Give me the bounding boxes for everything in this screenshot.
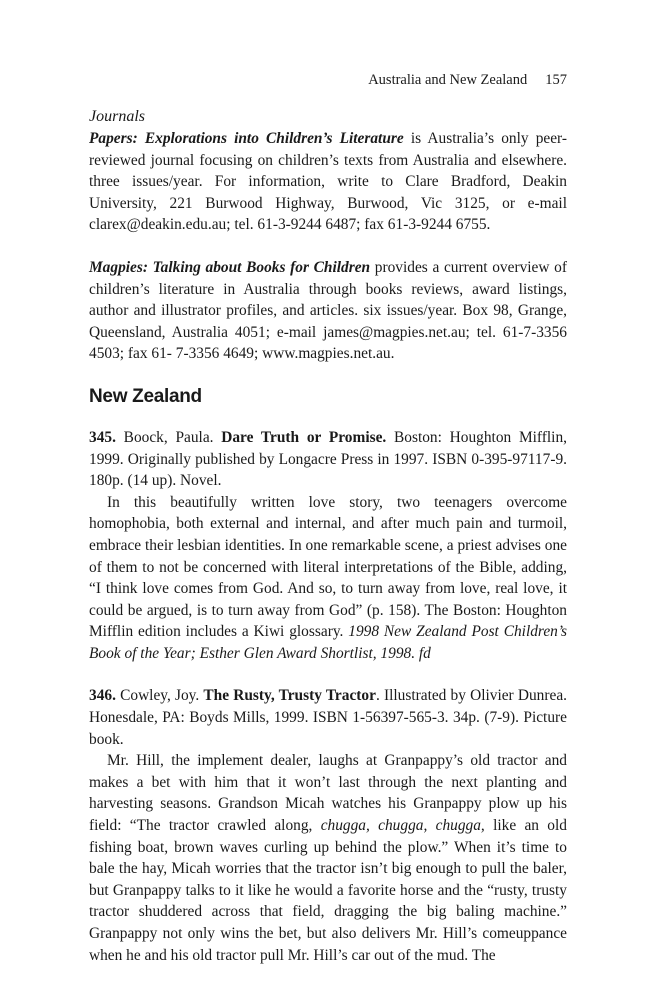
entry-citation: . Illustrated by Olivier Dunrea. Honesdale, PA: Boyds Mills, 1999. ISBN 1-56397-565-3. 34p. (7-9). Picture book. [89,687,567,748]
entry-title: Dare Truth or Promise. [221,428,387,446]
section-heading-new-zealand: New Zealand [89,385,202,407]
entry-number: 345. [89,428,116,446]
journal-entry-papers [89,128,567,236]
running-head [89,70,567,90]
entry-review-award: 1998 New Zealand Post Children’s Book of the Year; Esther Glen Award Shortlist, 1998. fd [89,623,567,662]
journal-entry-magpies [89,257,567,365]
entry-review-text: Mr. Hill, the implement dealer, laughs at Granpappy’s old tractor and makes a bet with him that it won’t last through the next planting and harvesting seasons. Grandson Micah watches his Granpappy plow up his field: “The tractor crawled along, [89,752,567,835]
entry-review-text: In this beautifully written love story, two teenagers overcome homophobia, both external and internal, and after much pain and turmoil, embrace their lesbian identities. In one remarkable scene, a priest advises one of them to not be concerned with literal interpretations of the Bible, adding, “I think love comes from God. And so, to turn away from love, real love, it could be argued, is to turn away from God” (p. 158). The Boston: Houghton Mifflin edition includes a Kiwi glossary. [89,493,567,641]
journal-title-papers: Papers: Explorations into Children’s Literature [89,130,404,147]
journal-description-magpies: provides a current overview of children’s literature in Australia through books reviews, award listings, author and illustrator profiles, and articles. six issues/year. Box 98, Grange, Queensland, Australia 4051; e-mail james@magpies.net.au; tel. 61-7-3356 4503; fax 61- 7-3356 4649; www.magpies.net.au. [89,258,567,363]
entry-number: 346. [89,687,116,705]
entry-345-review [89,492,567,665]
entry-review-italic: chugga, chugga, chugga, [320,817,485,835]
entry-346-citation [89,685,567,750]
running-head-title: Australia and New Zealand [368,72,528,88]
entry-title: The Rusty, Trusty Tractor [203,687,376,705]
entry-346-review [89,750,567,966]
entry-citation: Boston: Houghton Mifflin, 1999. Originally published by Longacre Press in 1997. ISBN 0-395-97117-9. 180p. (14 up). Novel. [89,428,567,490]
book-page [89,70,567,966]
entry-author: Cowley, Joy. [115,687,204,705]
journal-description-papers: is Australia’s only peer-reviewed journal focusing on children’s texts from Australia and elsewhere. three issues/year. For information, write to Clare Bradford, Deakin University, 221 Burwood Highway, Burwood, Vic 3125, or e-mail clarex@deakin.edu.au; tel. 61-3-9244 6487; fax 61-3-9244 6755. [89,130,567,234]
page-number: 157 [545,72,567,88]
journals-subhead: Journals [89,108,145,125]
entry-345-citation [89,427,567,492]
journal-title-magpies: Magpies: Talking about Books for Children [89,258,371,276]
entry-author: Boock, Paula. [115,428,222,446]
entry-review-text-continued: like an old fishing boat, brown waves curling up behind the plow.” When it’s time to bale the hay, Micah worries that the tractor isn’t big enough to pull the baler, but Granpappy talks to it like he would a favorite horse and the “rusty, trusty tractor shuddered across that field, dragging the big baling machine.” Granpappy not only wins the bet, but also delivers Mr. Hill’s comeuppance when he and his old tractor pull Mr. Hill’s car out of the mud. The [89,817,567,964]
